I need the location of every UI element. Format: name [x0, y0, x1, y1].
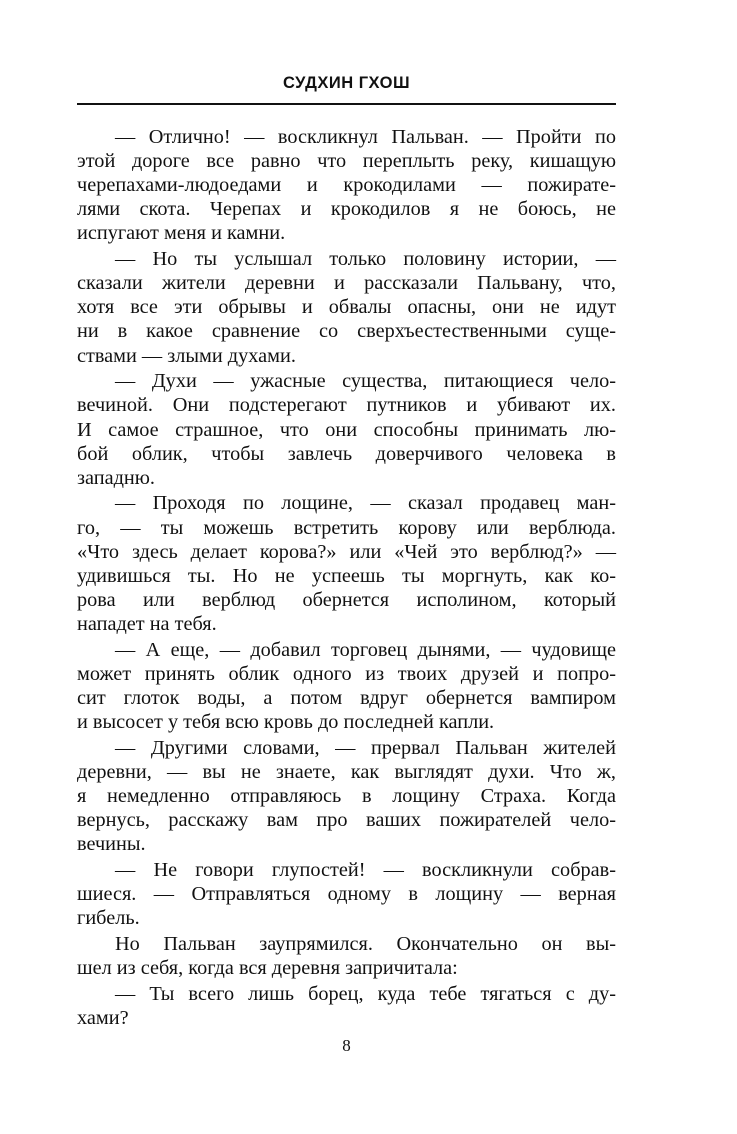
running-head: СУДХИН ГХОШ — [282, 74, 411, 92]
text-line: хотя все эти обрывы и обвалы опасны, они не идут — [77, 296, 616, 319]
text-line: бой облик, чтобы завлечь доверчивого человека в — [77, 442, 616, 465]
text-line: го, — ты можешь встретить корову или верблюда. — [77, 516, 616, 539]
paragraph — [77, 736, 616, 856]
paragraph — [77, 369, 616, 489]
text-line: вечиной. Они подстерегают путников и убивают их. — [77, 394, 616, 417]
text-line: вернусь, расскажу вам про ваших пожирателей чело- — [77, 809, 616, 832]
text-line: лями скота. Черепах и крокодилов я не боюсь, не — [77, 198, 616, 221]
text-line: этой дороге все равно что переплыть реку, кишащую — [77, 150, 616, 173]
text-line: и высосет у тебя всю кровь до последней капли. — [77, 711, 495, 733]
text-line: И самое страшное, что они способны принимать лю- — [77, 418, 616, 441]
paragraph — [77, 638, 616, 734]
paragraph — [77, 858, 616, 930]
text-line: нападет на тебя. — [77, 612, 217, 635]
text-line: рова или верблюд обернется исполином, который — [77, 588, 616, 611]
header-rule — [77, 103, 616, 105]
text-line: удивишься ты. Но не успеешь ты моргнуть, как ко- — [77, 564, 616, 587]
body-text — [77, 125, 616, 1032]
text-line: — Другими словами, — прервал Пальван жителей — [115, 736, 616, 759]
text-line: — А еще, — добавил торговец дынями, — чудовище — [115, 638, 616, 661]
text-line: — Проходя по лощине, — сказал продавец ман- — [115, 492, 616, 515]
paragraph — [77, 491, 616, 636]
text-line: — Но ты услышал только половину истории, — — [115, 248, 616, 271]
text-line: хами? — [77, 1006, 129, 1029]
text-line: шел из себя, когда вся деревня запричитала: — [77, 957, 458, 979]
text-line: испугают меня и камни. — [77, 222, 286, 245]
text-line: сит глоток воды, а потом вдруг обернется вампиром — [77, 686, 616, 709]
paragraph — [77, 982, 616, 1030]
text-line: — Ты всего лишь борец, куда тебе тягаться с ду- — [115, 982, 616, 1005]
paragraph — [77, 125, 616, 245]
paragraph — [77, 932, 616, 980]
page-number: 8 — [342, 1036, 351, 1055]
text-line: ни в какое сравнение со сверхъестественными суще- — [77, 320, 616, 343]
text-line: гибель. — [77, 907, 140, 930]
text-line: «Что здесь делает корова?» или «Чей это верблюд?» — — [77, 540, 616, 563]
text-line: шиеся. — Отправляться одному в лощину — верная — [77, 883, 616, 906]
paragraph — [77, 247, 616, 367]
text-line: деревни, — вы не знаете, как выглядят духи. Что ж, — [77, 760, 616, 783]
text-line: вечины. — [77, 833, 146, 856]
text-line: западню. — [77, 466, 155, 489]
text-line: я немедленно отправляюсь в лощину Страха. Когда — [77, 784, 616, 807]
text-line: — Отлично! — воскликнул Пальван. — Пройти по — [115, 126, 616, 148]
text-line: ствами — злыми духами. — [77, 344, 296, 367]
text-line: — Не говори глупостей! — воскликнули собрав- — [115, 858, 616, 881]
text-line: — Духи — ужасные существа, питающиеся чело- — [115, 370, 616, 393]
text-line: сказали жители деревни и рассказали Пальвану, что, — [77, 272, 616, 295]
text-line: Но Пальван заупрямился. Окончательно он вы- — [115, 932, 616, 955]
text-line: черепахами-людоедами и крокодилами — пожирате- — [77, 174, 616, 197]
text-line: может принять облик одного из твоих друзей и попро- — [77, 662, 616, 685]
